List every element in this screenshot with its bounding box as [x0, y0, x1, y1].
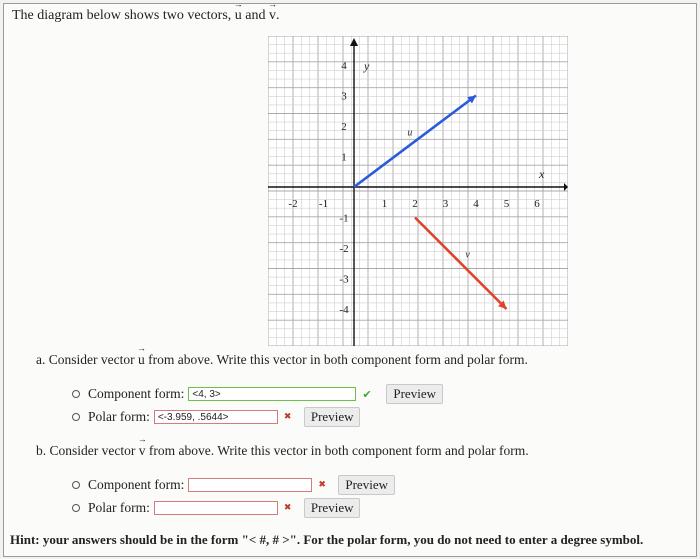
- part-a-question: [36, 352, 528, 368]
- hint-text: Hint: your answers should be in the form "< #, # >". For the polar form, you do not need to enter a degree symbol.: [10, 532, 644, 547]
- y-tick-label: -3: [339, 273, 349, 286]
- intro-mid: and: [245, 8, 266, 23]
- x-axis-label: x: [539, 167, 545, 181]
- intro-text: [12, 8, 280, 24]
- vector-v-symbol: → v: [269, 8, 276, 24]
- bullet-icon: [72, 481, 80, 489]
- y-tick-label: -2: [339, 243, 349, 255]
- cross-icon: ✖: [318, 480, 326, 490]
- x-tick-label: 2: [412, 198, 418, 210]
- cross-icon: ✖: [283, 503, 292, 513]
- part-b-question: [36, 443, 529, 459]
- y-tick-label: 4: [341, 60, 347, 72]
- part-a-polar-preview-button[interactable]: Preview: [304, 407, 361, 427]
- part-a-component-preview-button[interactable]: Preview: [386, 384, 443, 404]
- part-b-vector: → v: [139, 443, 146, 459]
- part-a-vector: → u: [138, 352, 145, 368]
- y-tick-label: 3: [341, 90, 347, 103]
- part-a-component-input[interactable]: <4, 3>: [188, 387, 356, 401]
- x-tick-label: -2: [288, 198, 298, 210]
- part-b-prefix: b. Consider vector: [36, 443, 136, 458]
- x-tick-label: 6: [534, 198, 540, 210]
- part-a-prefix: a. Consider vector: [36, 352, 135, 367]
- vector-u-symbol: → u: [235, 8, 242, 24]
- part-b-polar-row: [72, 498, 360, 518]
- y-tick-label: -4: [339, 304, 349, 316]
- part-a-polar-row: [72, 407, 360, 427]
- check-icon: ✔: [362, 387, 372, 401]
- y-axis-label: y: [364, 59, 370, 73]
- vector-graph: [268, 36, 568, 346]
- x-tick-label: 3: [442, 198, 449, 210]
- intro-post: .: [276, 8, 280, 23]
- part-a-polar-input[interactable]: <-3.959, .5644>: [154, 410, 278, 424]
- intro-pre: The diagram below shows two vectors,: [12, 8, 232, 23]
- bullet-icon: [72, 413, 80, 421]
- y-tick-label: -1: [339, 212, 349, 225]
- bullet-icon: [72, 390, 80, 398]
- component-label: Component form:: [88, 386, 185, 401]
- cross-icon: ✖: [283, 412, 292, 422]
- x-tick-label: 4: [473, 198, 479, 210]
- y-tick-label: 2: [341, 121, 347, 133]
- bullet-icon: [72, 504, 80, 512]
- part-b-component-row: [72, 475, 395, 495]
- part-b-component-input[interactable]: [188, 478, 312, 492]
- x-tick-label: 5: [503, 198, 510, 210]
- y-tick-label: 1: [341, 151, 347, 164]
- part-b-component-preview-button[interactable]: Preview: [338, 475, 395, 495]
- part-b-polar-preview-button[interactable]: Preview: [304, 498, 361, 518]
- vector-u-label: u: [407, 127, 413, 139]
- polar-label: Polar form:: [88, 500, 150, 515]
- x-tick-label: -1: [318, 198, 329, 210]
- part-a-component-row: [72, 384, 443, 404]
- vector-v-label: v: [465, 249, 470, 261]
- part-b-suffix: from above. Write this vector in both component form and polar form.: [148, 443, 529, 458]
- component-label: Component form:: [88, 477, 185, 492]
- x-tick-label: 1: [381, 198, 388, 210]
- part-b-polar-input[interactable]: [154, 501, 278, 515]
- polar-label: Polar form:: [88, 409, 150, 424]
- part-a-suffix: from above. Write this vector in both component form and polar form.: [148, 352, 528, 367]
